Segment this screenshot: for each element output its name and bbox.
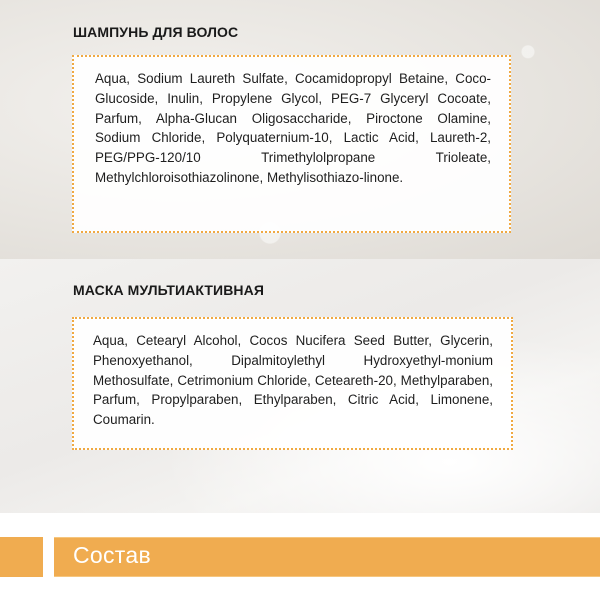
mask-ingredients-text: Aqua, Cetearyl Alcohol, Cocos Nucifera Seed Butter, Glycerin, Phenoxyethanol, Dipalmitoylethyl Hydroxyethyl-monium Methosulfate, Cetrimonium Chloride, Ceteareth-20, Methylparaben, Parfum, Propylparaben, Ethylparaben, Citric Acid, Limonene, Coumarin. bbox=[93, 333, 493, 428]
mask-section bbox=[0, 259, 600, 513]
shampoo-section bbox=[0, 0, 600, 259]
mask-title: МАСКА МУЛЬТИАКТИВНАЯ bbox=[73, 282, 265, 298]
mask-ingredients-box bbox=[72, 317, 513, 450]
shampoo-ingredients-box bbox=[72, 55, 511, 233]
shampoo-ingredients-text: Aqua, Sodium Laureth Sulfate, Cocamidopropyl Betaine, Coco-Glucoside, Inulin, Propylene Glycol, PEG-7 Glyceryl Cocoate, Parfum, Alpha-Glucan Oligosaccharide, Piroctone Olamine, Sodium Chloride, Polyquaternium-10, Lactic Acid, Laureth-2, PEG/PPG-120/10 Trimethylolpropane Trioleate, Methylchloroisothiazolinone, Methylisothiazo-linone. bbox=[95, 71, 491, 185]
footer-title: Состав bbox=[73, 542, 151, 568]
footer-banner bbox=[54, 537, 600, 577]
shampoo-title: ШАМПУНЬ ДЛЯ ВОЛОС bbox=[73, 24, 239, 40]
footer-accent-block bbox=[0, 537, 43, 577]
